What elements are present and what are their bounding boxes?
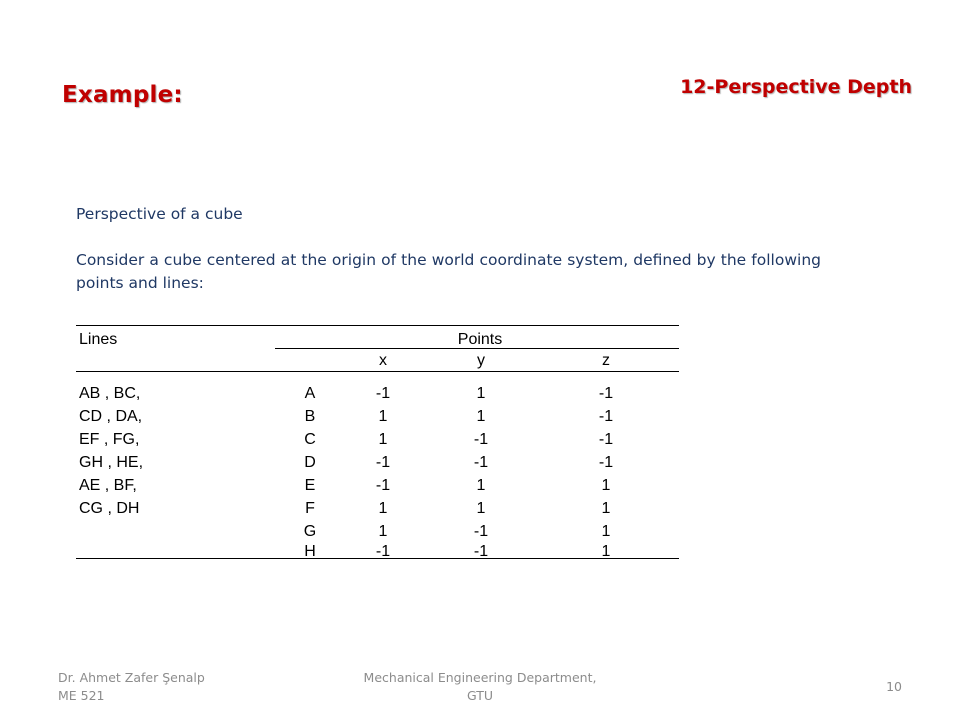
points-header-rule (275, 348, 679, 349)
header-z: z (602, 352, 610, 369)
point-z: -1 (598, 431, 614, 448)
point-x: 1 (378, 431, 388, 448)
point-y: 1 (476, 500, 486, 517)
lines-cell: EF , FG, (79, 431, 140, 448)
slide-title: Example: (62, 82, 183, 108)
point-label: A (304, 385, 316, 402)
body-paragraph: Consider a cube centered at the origin of the world coordinate system, defined by the following points and lines: (76, 251, 821, 292)
footer-department: Mechanical Engineering Department, (363, 670, 597, 685)
section-title: 12-Perspective Depth (680, 76, 912, 98)
point-label: B (304, 408, 316, 425)
point-z: -1 (598, 385, 614, 402)
header-lines: Lines (79, 331, 118, 348)
point-y: 1 (476, 408, 486, 425)
point-z: 1 (601, 543, 611, 560)
point-label: D (304, 454, 316, 471)
footer-author-block (58, 669, 205, 705)
lines-cell: AE , BF, (79, 477, 137, 494)
page-number: 10 (886, 679, 902, 694)
lines-cell: AB , BC, (79, 385, 141, 402)
point-x: 1 (378, 523, 388, 540)
point-y: -1 (473, 523, 489, 540)
header-bottom-rule (76, 371, 679, 372)
point-label: F (305, 500, 315, 517)
body-subtitle: Perspective of a cube (76, 205, 243, 223)
point-label: G (303, 523, 317, 540)
point-z: -1 (598, 454, 614, 471)
point-z: 1 (601, 500, 611, 517)
point-label: C (304, 431, 316, 448)
point-y: -1 (473, 543, 489, 560)
point-label: H (304, 543, 316, 560)
lines-cell: CG , DH (79, 500, 140, 517)
point-x: 1 (378, 500, 388, 517)
body-text (76, 203, 821, 295)
point-z: 1 (601, 523, 611, 540)
table-top-rule (76, 325, 679, 326)
point-y: 1 (476, 477, 486, 494)
lines-cell: CD , DA, (79, 408, 143, 425)
footer-department-block (330, 669, 630, 705)
header-points: Points (457, 331, 503, 348)
footer-author: Dr. Ahmet Zafer Şenalp (58, 670, 205, 685)
footer-course: ME 521 (58, 688, 105, 703)
point-y: 1 (476, 385, 486, 402)
point-x: -1 (375, 385, 391, 402)
point-x: -1 (375, 454, 391, 471)
point-x: 1 (378, 408, 388, 425)
point-y: -1 (473, 454, 489, 471)
header-y: y (477, 352, 485, 369)
lines-cell: GH , HE, (79, 454, 144, 471)
point-x: -1 (375, 543, 391, 560)
table-bottom-rule (76, 558, 679, 559)
point-z: 1 (601, 477, 611, 494)
point-z: -1 (598, 408, 614, 425)
point-label: E (304, 477, 316, 494)
point-x: -1 (375, 477, 391, 494)
footer-institution: GTU (466, 688, 494, 703)
header-x: x (379, 352, 387, 369)
point-y: -1 (473, 431, 489, 448)
